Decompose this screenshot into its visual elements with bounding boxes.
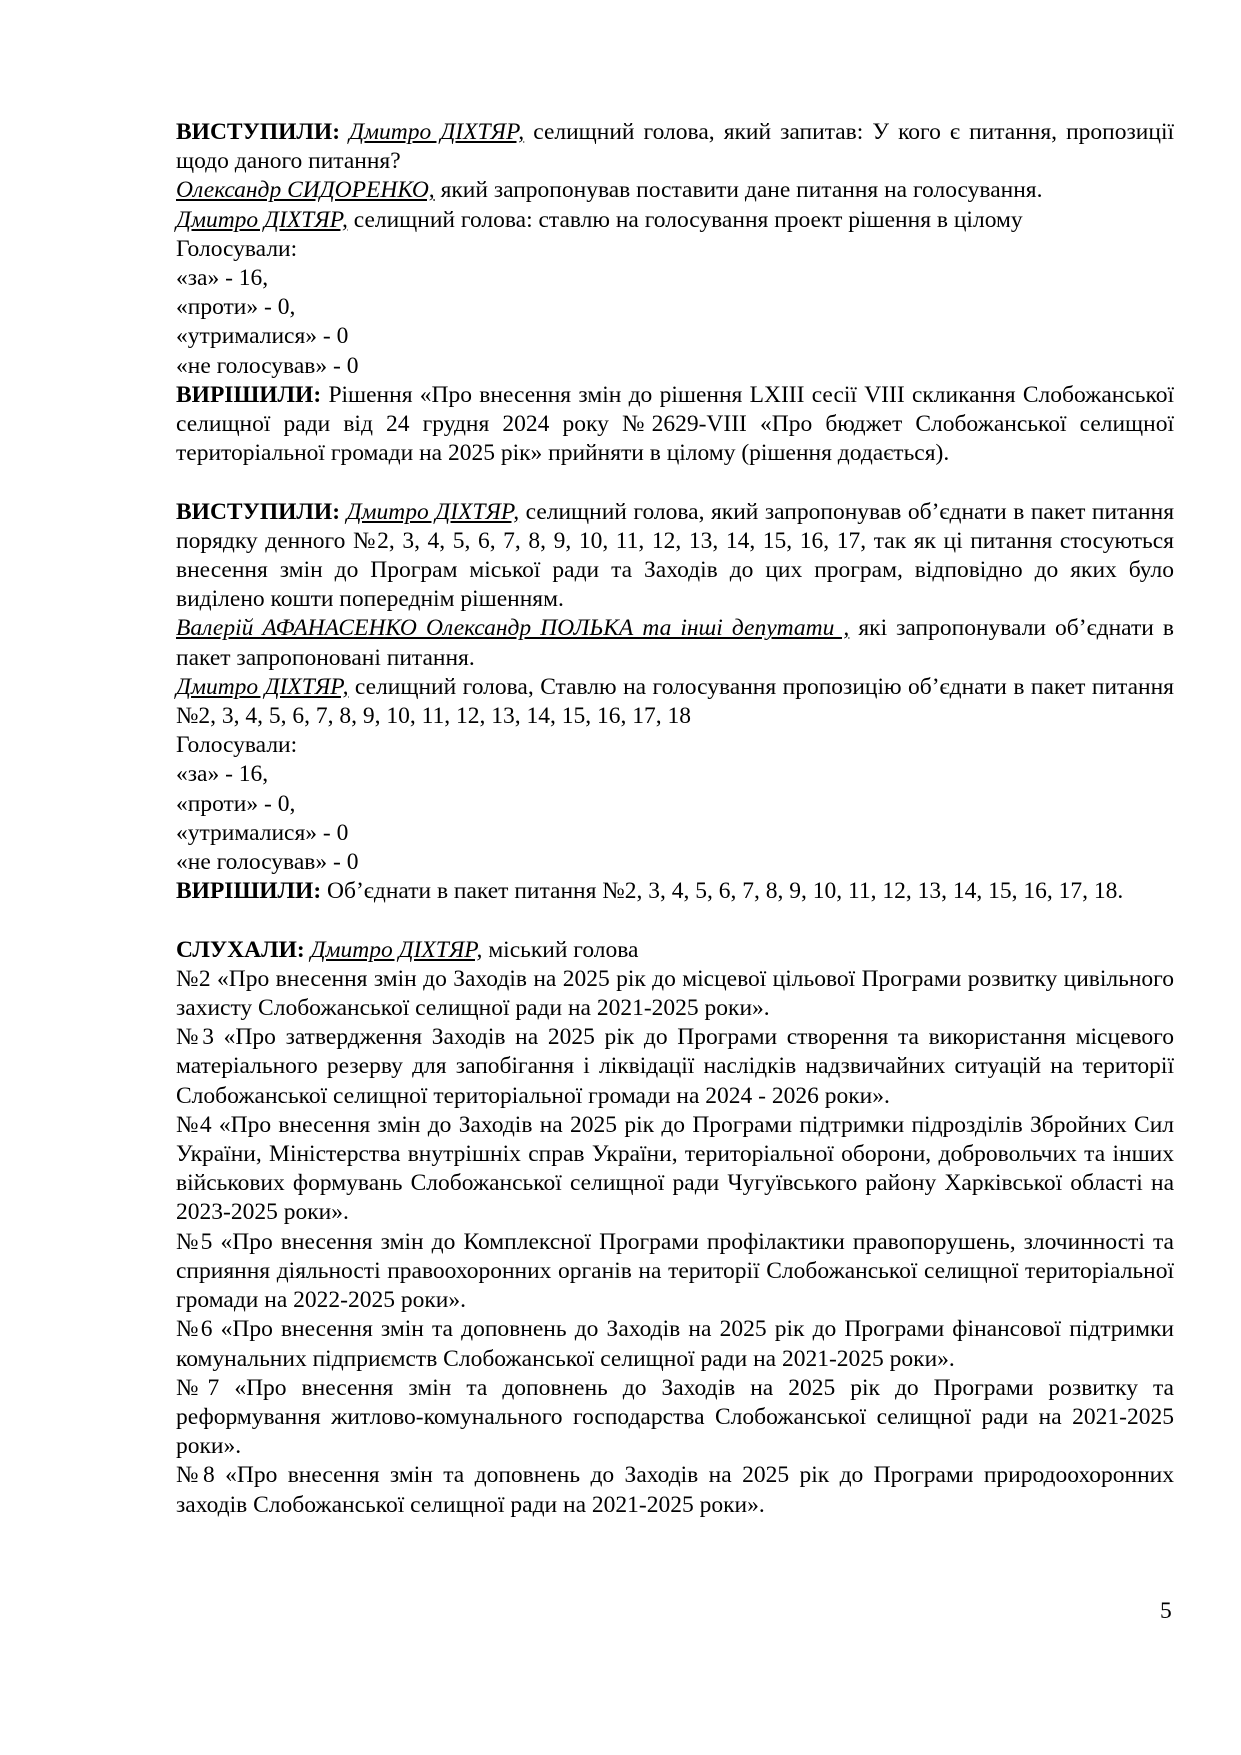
agenda-item: №2 «Про внесення змін до Заходів на 2025 рік до місцевої цільової Програми розвитку цивільного захисту Слобожанської селищної ради на 2021-2025 роки». — [176, 965, 1174, 1022]
speaker-name: Дмитро ДІХТЯР, — [310, 936, 483, 963]
page-number: 5 — [1160, 1598, 1172, 1624]
spacer — [176, 468, 1174, 497]
section-label: ВИСТУПИЛИ: — [176, 119, 341, 145]
decision-text: Рішення «Про внесення змін до рішення LXIII сесії VIII скликання Слобожанської селищної ради від 24 грудня 2024 року №2629-VIII «Про бюджет Слобожанської селищної територіальної громади на 2025 рік» прийняти в цілому (рішення додається). — [176, 381, 1174, 467]
agenda-item: №7 «Про внесення змін та доповнень до Заходів на 2025 рік до Програми розвитку та реформування житлово-комунального господарства Слобожанської селищної ради на 2021-2025 роки». — [176, 1374, 1174, 1460]
speech-paragraph — [176, 118, 1174, 176]
vote-abstained: «утрималися» - 0 — [176, 819, 349, 846]
vote-not-voted: «не голосував» - 0 — [176, 849, 359, 876]
speech-paragraph — [176, 614, 1174, 672]
vote-for: «за» - 16, — [176, 265, 269, 292]
vote-for: «за» - 16, — [176, 761, 269, 788]
speaker-name: Олександр СИДОРЕНКО, — [176, 177, 435, 204]
decision-paragraph — [176, 381, 1174, 469]
speech-paragraph — [176, 673, 1174, 731]
speaker-name: Дмитро ДІХТЯР, — [349, 119, 525, 145]
vote-abstained: «утрималися» - 0 — [176, 323, 349, 350]
vote-header: Голосували: — [176, 235, 298, 262]
agenda-item: №5 «Про внесення змін до Комплексної Програми профілактики правопорушень, злочинності та сприяння діяльності правоохоронних органів на території Слобожанської селищної територіальної громади на 2022-2025 роки». — [176, 1228, 1174, 1314]
speech-paragraph — [176, 498, 1174, 615]
vote-header: Голосували: — [176, 732, 298, 759]
spacer — [176, 906, 1174, 935]
speech-text: селищний голова, який запитав: У кого є питання, пропозиції щодо даного питання? — [176, 119, 1175, 175]
speaker-name: Валерій АФАНАСЕНКО Олександр ПОЛЬКА та інші депутати , — [176, 615, 850, 642]
speech-text: який запропонував поставити дане питання на голосування. — [434, 177, 1043, 204]
speech-text: селищний голова, який запропонував об’єднати в пакет питання порядку денного №2, 3, 4, 5, 6, 7, 8, 9, 10, 11, 12, 13, 14, 15, 16, 17, так як ці питання стосуються внесення змін до Програм міської ради та Заходів до цих програм, відповідно до яких було виділено кошти попереднім рішенням. — [176, 498, 1175, 613]
section-label: СЛУХАЛИ: — [176, 936, 305, 963]
agenda-item: №6 «Про внесення змін та доповнень до Заходів на 2025 рік до Програми фінансової підтримки комунальних підприємств Слобожанської селищної ради на 2021-2025 роки». — [176, 1316, 1174, 1372]
agenda-item: №4 «Про внесення змін до Заходів на 2025 рік до Програми підтримки підрозділів Збройних Сил України, Міністерства внутрішніх справ України, територіальної оборони, добровольчих та інших військових формувань Слобожанської селищної ради Чугуївського району Харківської області на 2023-2025 роки». — [176, 1111, 1174, 1226]
speaker-name: Дмитро ДІХТЯР, — [346, 498, 520, 525]
heard-paragraph — [176, 936, 1174, 965]
agenda-item: №8 «Про внесення змін та доповнень до Заходів на 2025 рік до Програми природоохоронних заходів Слобожанської селищної ради на 2021-2025 роки». — [176, 1462, 1174, 1518]
heard-text: міський голова — [482, 936, 639, 963]
speech-text: селищний голова, Ставлю на голосування пропозицію об’єднати в пакет питання №2, 3, 4, 5, 6, 7, 8, 9, 10, 11, 12, 13, 14, 15, 16, 17, 18 — [176, 673, 1174, 730]
decision-paragraph — [176, 877, 1174, 906]
vote-against: «проти» - 0, — [176, 294, 296, 321]
section-label: ВИРІШИЛИ: — [176, 878, 322, 905]
agenda-item: №3 «Про затвердження Заходів на 2025 рік до Програми створення та використання місцевого матеріального резерву для запобігання і ліквідації наслідків надзвичайних ситуацій на території Слобожанської селищної територіальної громади на 2024 - 2026 роки». — [176, 1024, 1174, 1109]
vote-against: «проти» - 0, — [176, 790, 296, 817]
section-label: ВИРІШИЛИ: — [176, 381, 322, 408]
speech-paragraph — [176, 206, 1174, 235]
decision-text: Об’єднати в пакет питання №2, 3, 4, 5, 6, 7, 8, 9, 10, 11, 12, 13, 14, 15, 16, 17, 18. — [321, 878, 1124, 905]
vote-not-voted: «не голосував» - 0 — [176, 352, 359, 379]
document-body — [176, 118, 1174, 1520]
speech-text: селищний голова: ставлю на голосування проект рішення в цілому — [347, 206, 1023, 233]
speaker-name: Дмитро ДІХТЯР, — [176, 206, 348, 233]
speech-paragraph — [176, 176, 1174, 205]
section-label: ВИСТУПИЛИ: — [176, 498, 341, 525]
speech-text: які запропонували об’єднати в пакет запропоновані питання. — [176, 615, 1174, 671]
speaker-name: Дмитро ДІХТЯР, — [176, 673, 349, 700]
